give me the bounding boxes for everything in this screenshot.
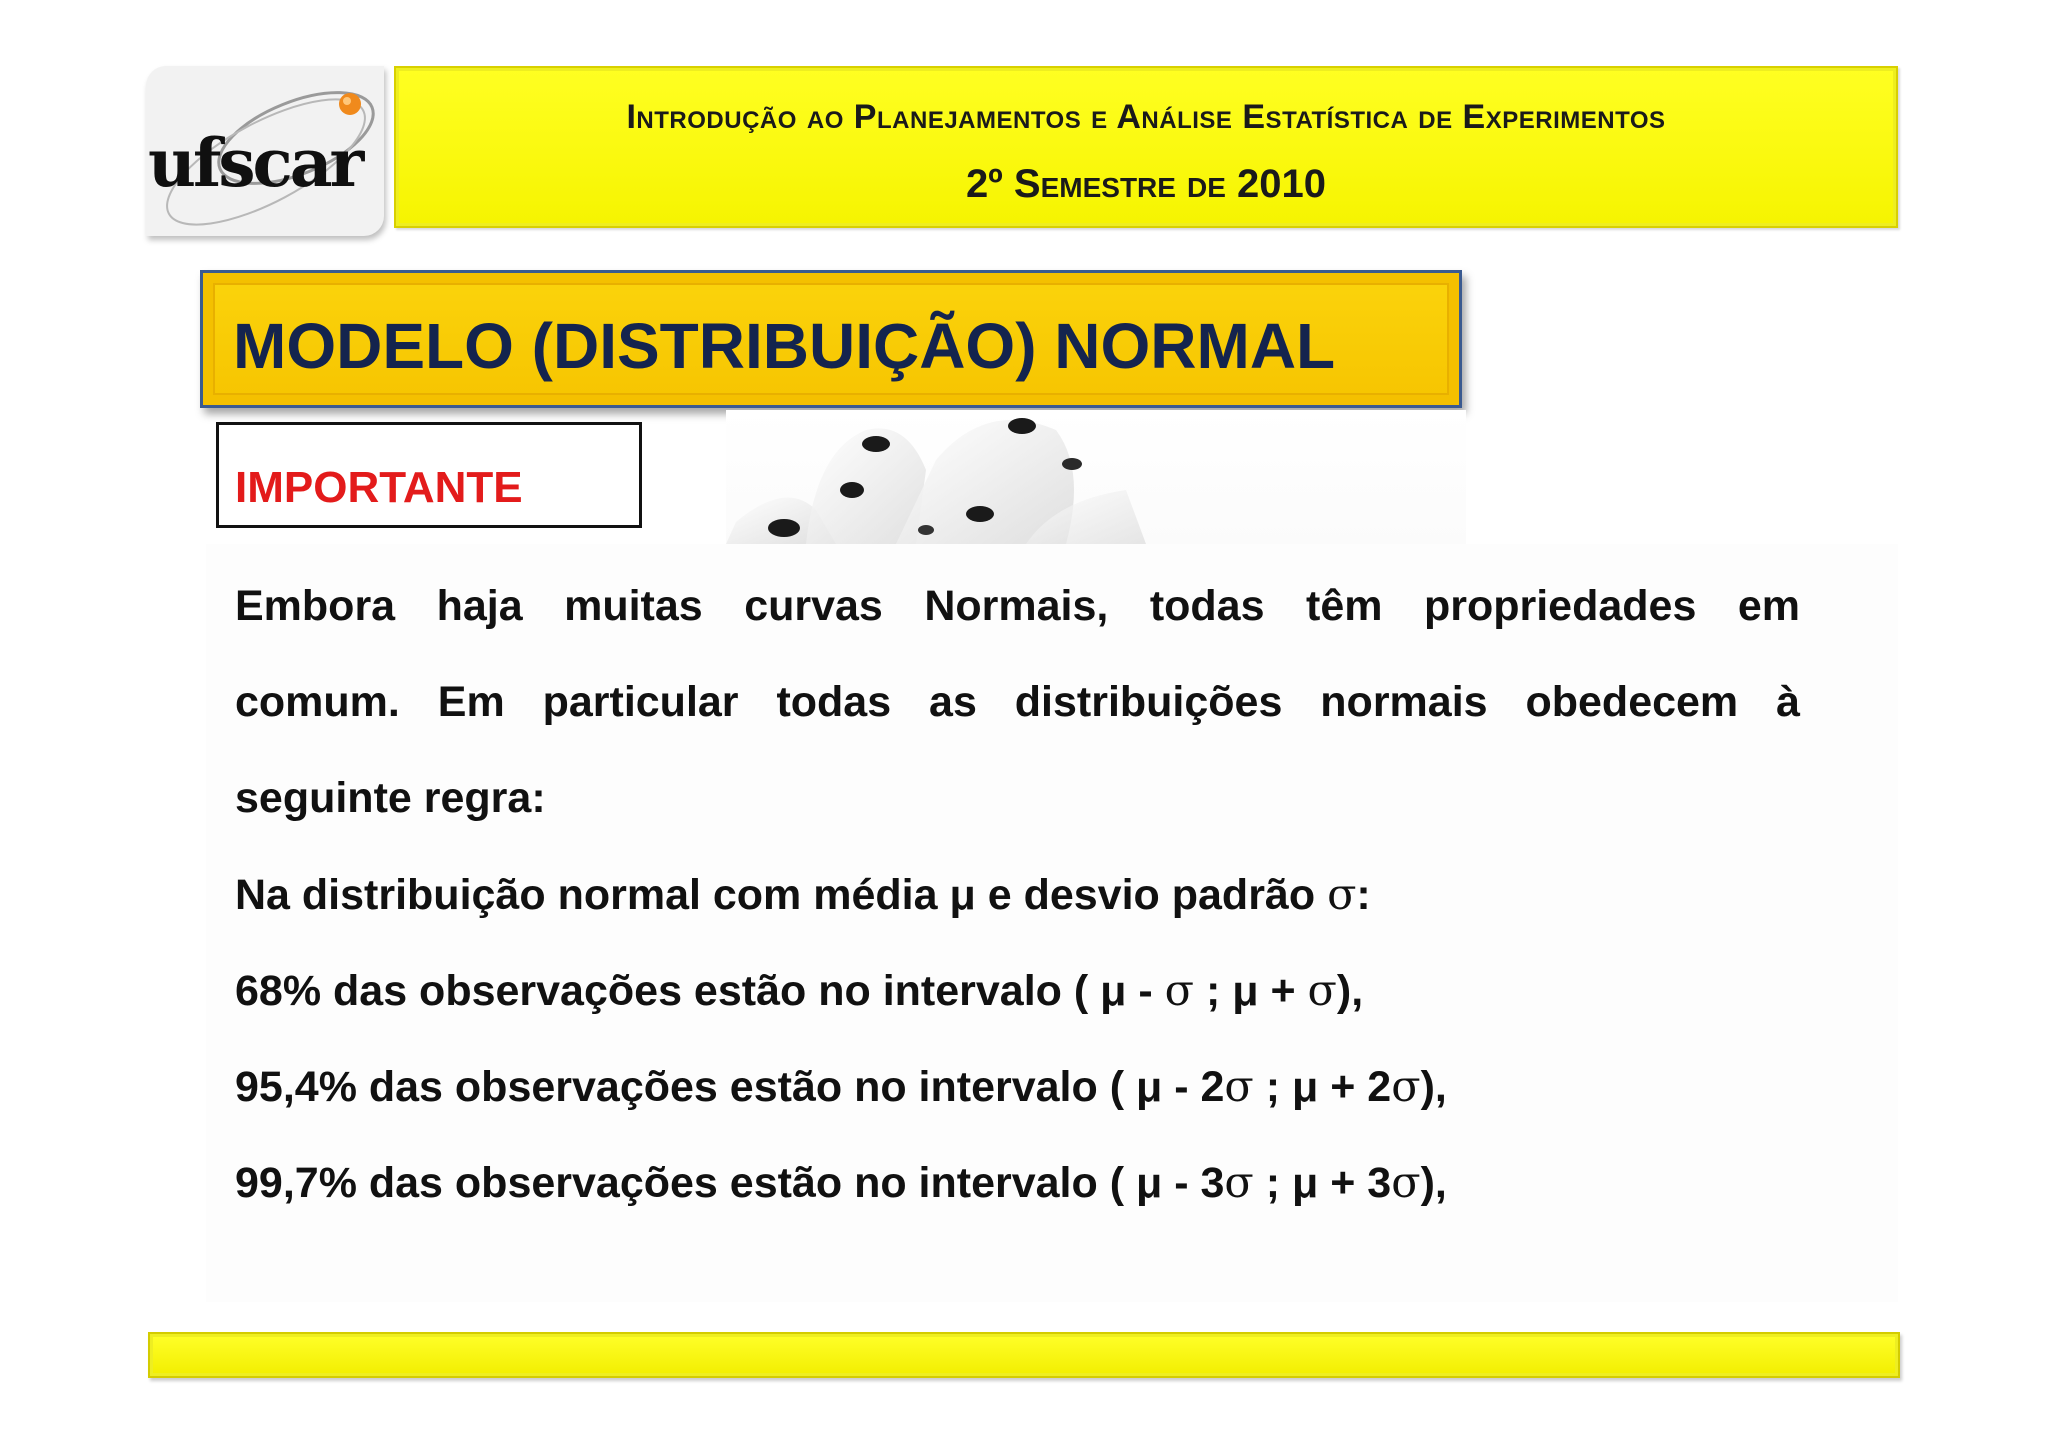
header-banner	[394, 66, 1898, 228]
dice-image	[726, 410, 1466, 544]
footer-bar	[148, 1332, 1900, 1378]
ufscar-logo	[146, 66, 384, 236]
rule-99	[235, 1158, 1800, 1208]
rule-95-end: ),	[1420, 1063, 1447, 1111]
slide-title-box	[200, 270, 1462, 408]
rule-intro-end: :	[1356, 871, 1371, 919]
rule-95-mid: ; μ + 2	[1253, 1063, 1392, 1111]
dice-icon	[726, 410, 1466, 544]
slide-title: MODELO (DISTRIBUIÇÃO) NORMAL	[233, 310, 1336, 382]
sigma-symbol: σ	[1224, 1062, 1254, 1112]
body-line-2: comum. Em particular todas as distribuições normais obedecem à	[235, 678, 1800, 726]
sigma-symbol: σ	[1224, 1158, 1254, 1208]
sigma-symbol: σ	[1307, 966, 1337, 1016]
sigma-symbol: σ	[1164, 966, 1195, 1016]
rule-68-end: ),	[1336, 967, 1364, 1015]
rule-intro-text: Na distribuição normal com média μ e desvio padrão	[235, 871, 1328, 919]
rule-99-end: ),	[1420, 1159, 1447, 1207]
important-label: IMPORTANTE	[235, 463, 523, 512]
rule-95-text: 95,4% das observações estão no intervalo ( μ - 2	[235, 1063, 1225, 1111]
rule-68	[235, 966, 1800, 1016]
semester-label: 2º Semestre de 2010	[965, 162, 1327, 206]
course-title: Introdução ao Planejamentos e Análise Estatística de Experimentos	[626, 98, 1666, 136]
sigma-symbol: σ	[1391, 1062, 1421, 1112]
rule-99-mid: ; μ + 3	[1253, 1159, 1392, 1207]
rule-68-mid: ; μ +	[1194, 967, 1308, 1015]
sigma-symbol: σ	[1391, 1158, 1421, 1208]
rule-68-text: 68% das observações estão no intervalo ( μ -	[235, 967, 1165, 1015]
rule-intro	[235, 870, 1800, 920]
important-box	[216, 422, 642, 528]
rule-99-text: 99,7% das observações estão no intervalo ( μ - 3	[235, 1159, 1225, 1207]
sigma-symbol: σ	[1327, 870, 1357, 920]
body-line-1: Embora haja muitas curvas Normais, todas têm propriedades em	[235, 582, 1800, 630]
logo-text: ufscar	[148, 124, 362, 202]
body-line-3: seguinte regra:	[235, 774, 546, 822]
rule-95	[235, 1062, 1800, 1112]
